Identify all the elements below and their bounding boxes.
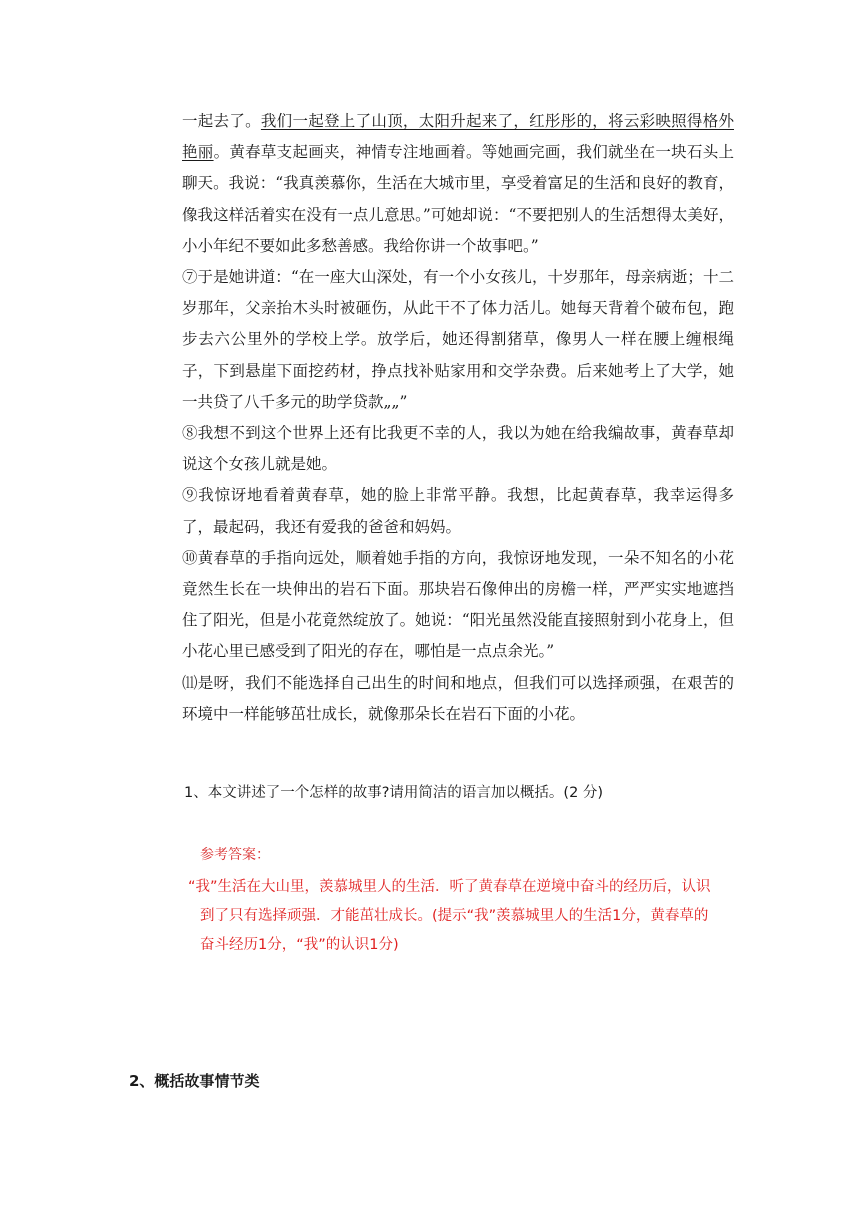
answer-label: 参考答案：	[200, 847, 270, 863]
paragraph-6-rest: 。黄春草支起画夹，神情专注地画着。等她画完画，我们就坐在一块石头上聊天。我说：“我真羡慕你，生活在大城市里，享受着富足的生活和良好的教育，像我这样活着实在没有一点儿意思。”可她却说：“不要把别人的生活想得太美好，小小年纪不要如此多愁善感。我给你讲一个故事吧。”	[182, 143, 734, 255]
answer-line-2: 到了只有选择顽强．才能茁壮成长。(提示“我”羡慕城里人的生活1分，黄春草的	[200, 908, 709, 924]
paragraph-6-start: 一起去了。	[182, 112, 261, 130]
answer-line-3: 奋斗经历1分，“我”的认识1分)	[200, 937, 399, 953]
underlined-sentence: 我们一起登上了山顶，太阳升起来了，红彤彤的，将云彩映照得格外艳丽	[182, 112, 734, 162]
paragraph-7: ⑦于是她讲道：“在一座大山深处，有一个小女孩儿，十岁那年，母亲病逝；十二岁那年，父亲抬木头时被砸伤，从此干不了体力活儿。她每天背着个破布包，跑步去六公里外的学校上学。放学后，她还得割猪草，像男人一样在腰上缠根绳子，下到悬崖下面挖药材，挣点找补贴家用和交学杂费。后来她考上了大学，她一共贷了八千多元的助学贷款„„”	[182, 268, 734, 411]
paragraph-8: ⑧我想不到这个世界上还有比我更不幸的人，我以为她在给我编故事，黄春草却说这个女孩儿就是她。	[182, 424, 734, 474]
section-heading: 2、概括故事情节类	[129, 1072, 260, 1090]
paragraph-6	[182, 106, 734, 262]
paragraph-10: ⑩黄春草的手指向远处，顺着她手指的方向，我惊讶地发现，一朵不知名的小花竟然生长在一块伸出的岩石下面。那块岩石像伸出的房檐一样，严严实实地遮挡住了阳光，但是小花竟然绽放了。她说：“阳光虽然没能直接照射到小花身上，但小花心里已感受到了阳光的存在，哪怕是一点点余光。”	[182, 548, 734, 661]
answer-line-1: “我”生活在大山里，羡慕城里人的生活．听了黄春草在逆境中奋斗的经历后，认识	[188, 879, 711, 895]
reference-answer	[184, 873, 744, 960]
paragraph-9: ⑨我惊讶地看着黄春草，她的脸上非常平静。我想，比起黄春草，我幸运得多了，最起码，我还有爱我的爸爸和妈妈。	[182, 486, 734, 536]
paragraph-11: ⑾是呀，我们不能选择自己出生的时间和地点，但我们可以选择顽强，在艰苦的环境中一样能够茁壮成长，就像那朵长在岩石下面的小花。	[182, 673, 734, 723]
story-passage	[182, 106, 734, 730]
question-1: 1、本文讲述了一个怎样的故事?请用简洁的语言加以概括。(2 分)	[184, 785, 604, 801]
